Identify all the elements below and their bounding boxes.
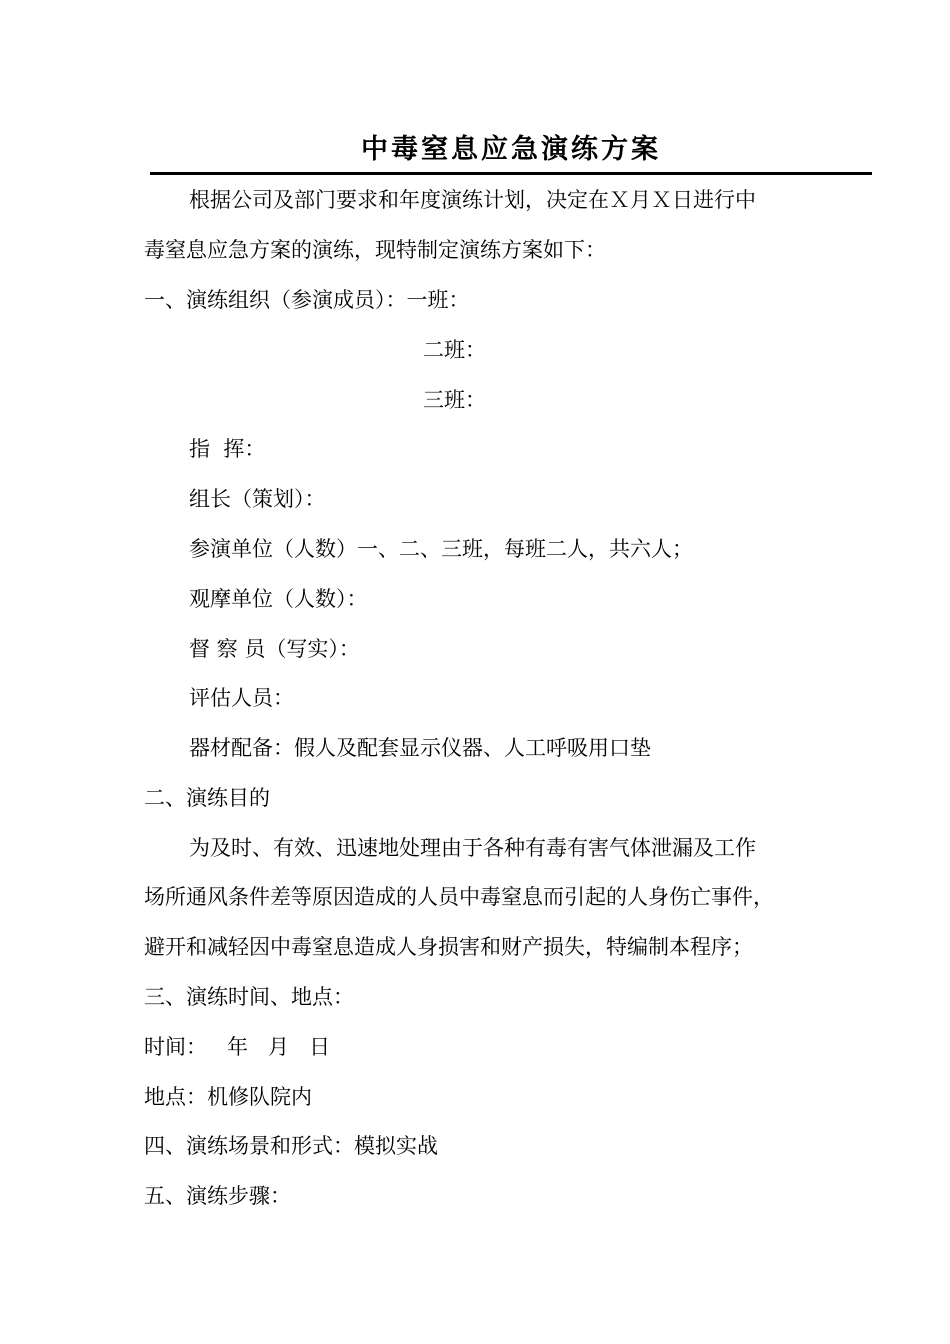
time-line: 时间： 年 月 日: [144, 1035, 331, 1059]
observers-line: 观摩单位（人数）：: [189, 587, 368, 611]
team-3-line: 三班：: [423, 388, 486, 412]
leader-line: 组长（策划）：: [189, 487, 326, 511]
document-title: 中毒窒息应急演练方案: [361, 134, 661, 165]
commander-line: 指 挥：: [189, 437, 266, 461]
location-line: 地点：机修队院内: [144, 1085, 312, 1109]
section-1-heading: 一、演练组织（参演成员）：一班：: [144, 288, 470, 312]
purpose-line-2: 场所通风条件差等原因造成的人员中毒窒息而引起的人身伤亡事件，: [144, 885, 774, 909]
section-4-heading: 四、演练场景和形式：模拟实战: [144, 1134, 438, 1158]
section-2-heading: 二、演练目的: [144, 786, 270, 810]
purpose-line-3: 避开和减轻因中毒窒息造成人身损害和财产损失，特编制本程序；: [144, 935, 753, 959]
section-3-heading: 三、演练时间、地点：: [144, 985, 354, 1009]
purpose-line-1: 为及时、有效、迅速地处理由于各种有毒有害气体泄漏及工作: [189, 836, 756, 860]
equipment-line: 器材配备：假人及配套显示仪器、人工呼吸用口垫: [189, 736, 651, 760]
inspector-line: 督 察 员（写实）：: [189, 637, 360, 661]
team-2-line: 二班：: [423, 338, 486, 362]
section-5-heading: 五、演练步骤：: [144, 1184, 291, 1208]
participants-line: 参演单位（人数）一、二、三班，每班二人，共六人；: [189, 537, 693, 561]
intro-line-2: 毒窒息应急方案的演练，现特制定演练方案如下：: [144, 238, 606, 262]
intro-line-1: 根据公司及部门要求和年度演练计划，决定在Ｘ月Ｘ日进行中: [189, 188, 756, 212]
title-underline: [150, 172, 872, 175]
evaluator-line: 评估人员：: [189, 686, 294, 710]
